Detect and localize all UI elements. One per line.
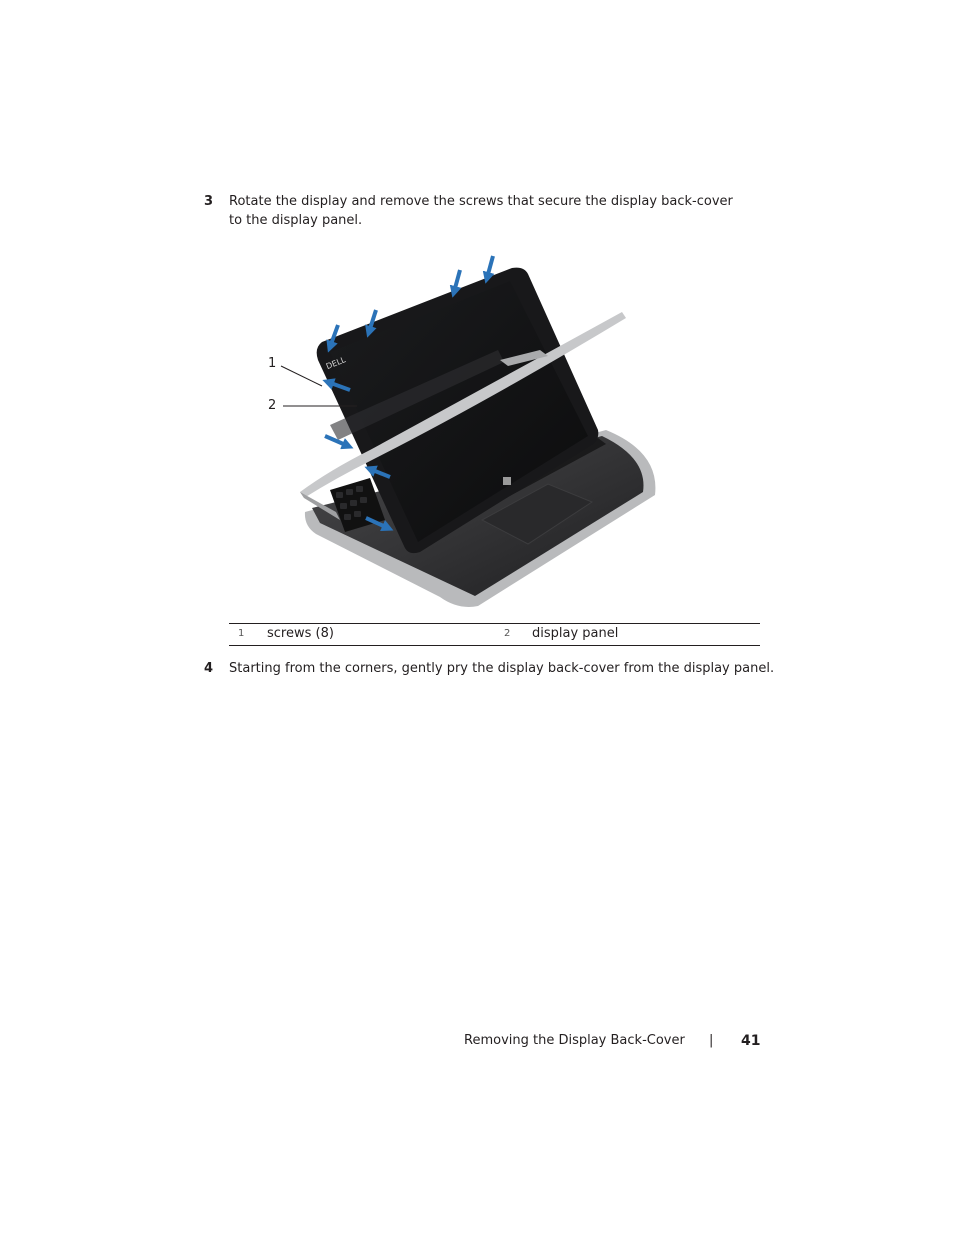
screw-arrow bbox=[325, 436, 348, 446]
step-number: 3 bbox=[204, 194, 214, 209]
legend-number-1: 1 bbox=[238, 628, 245, 639]
footer-section-title: Removing the Display Back-Cover bbox=[464, 1033, 685, 1048]
step-text: Rotate the display and remove the screws that secure the display back-cover to the display panel. bbox=[229, 194, 733, 228]
laptop-illustration bbox=[262, 250, 662, 612]
legend-label-display-panel: display panel bbox=[532, 626, 619, 641]
step-number: 4 bbox=[204, 661, 214, 676]
step-text: Starting from the corners, gently pry the display back-cover from the display panel. bbox=[229, 661, 775, 676]
callout-1: 1 bbox=[268, 356, 277, 371]
page-number: 41 bbox=[741, 1033, 761, 1049]
footer-separator: | bbox=[709, 1033, 714, 1048]
dell-logo: DELL bbox=[324, 355, 347, 372]
figure-legend bbox=[229, 623, 760, 646]
legend-label-screws: screws (8) bbox=[267, 626, 334, 641]
callout-2: 2 bbox=[268, 398, 277, 413]
screw-arrow bbox=[487, 256, 493, 278]
legend-number-2: 2 bbox=[504, 628, 511, 639]
